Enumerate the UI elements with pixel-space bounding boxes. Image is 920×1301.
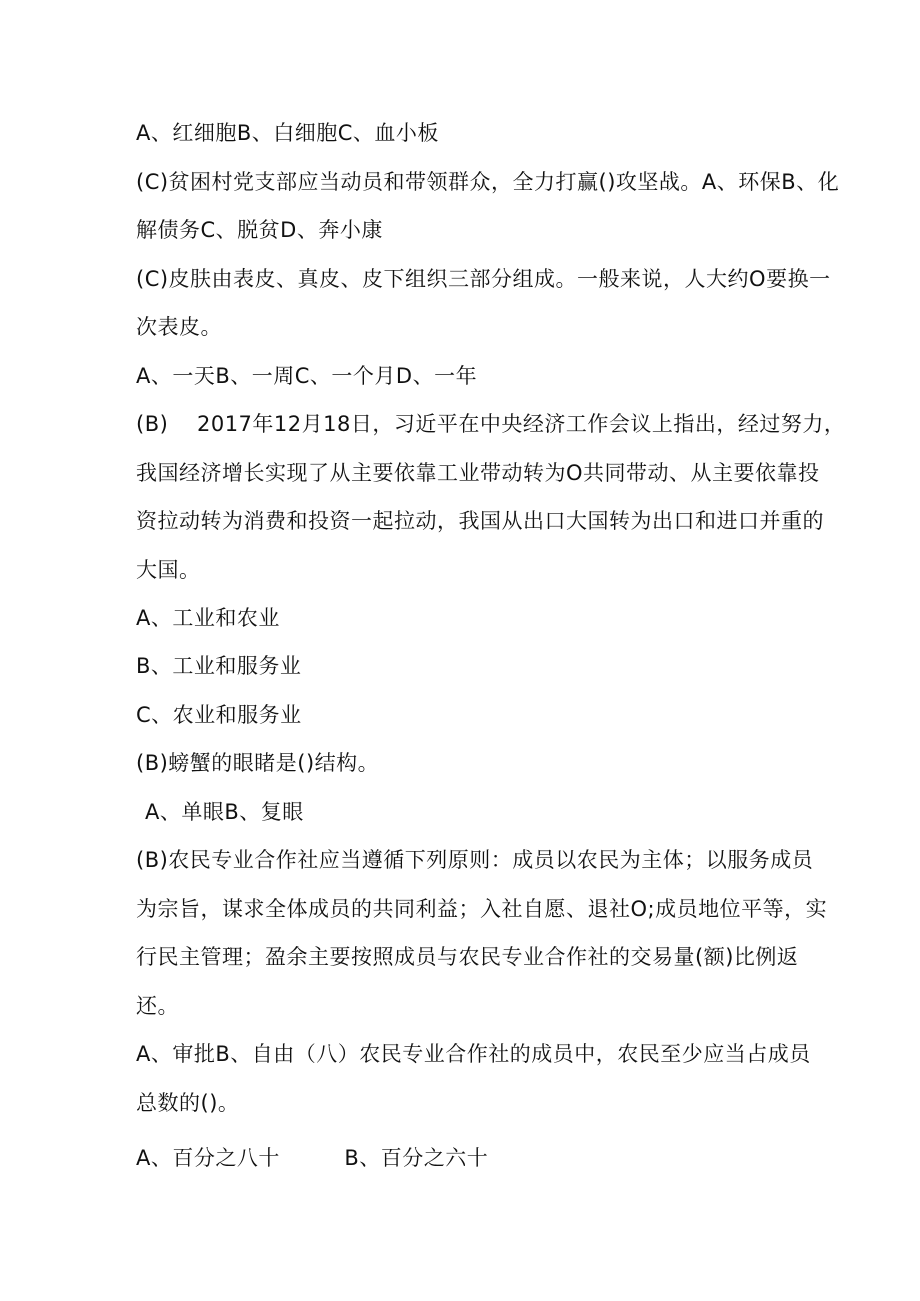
text-line: (C)皮肤由表皮、真皮、皮下组织三部分组成。一般来说，人大约O要换一 — [136, 267, 831, 291]
text-line: 为宗旨，谋求全体成员的共同利益；入社自愿、退社O;成员地位平等，实 — [136, 897, 828, 921]
text-line: (C)贫困村党支部应当动员和带领群众，全力打赢()攻坚战。A、环保B、化 — [136, 170, 840, 194]
text-line: A、百分之八十 B、百分之六十 — [136, 1146, 489, 1170]
text-line: B、工业和服务业 — [136, 654, 302, 678]
text-line: 次表皮。 — [136, 315, 222, 339]
text-line: A、一天B、一周C、一个月D、一年 — [136, 364, 478, 388]
text-line: A、单眼B、复眼 — [145, 800, 304, 824]
text-line: 大国。 — [136, 558, 201, 582]
text-line: (B) 2017年12月18日，习近平在中央经济工作会议上指出，经过努力， — [136, 412, 846, 436]
text-line: 我国经济增长实现了从主要依靠工业带动转为O共同带动、从主要依靠投 — [136, 461, 820, 485]
text-line: A、审批B、自由（八）农民专业合作社的成员中，农民至少应当占成员 — [136, 1042, 811, 1066]
text-line: 解债务C、脱贫D、奔小康 — [136, 218, 383, 242]
text-line: A、红细胞B、白细胞C、血小板 — [136, 121, 439, 145]
text-line: 总数的()。 — [136, 1091, 240, 1115]
text-line: 资拉动转为消费和投资一起拉动，我国从出口大国转为出口和进口并重的 — [136, 509, 824, 533]
text-line: C、农业和服务业 — [136, 703, 302, 727]
text-line: 行民主管理；盈余主要按照成员与农民专业合作社的交易量(额)比例返 — [136, 945, 799, 969]
text-line: A、工业和农业 — [136, 606, 280, 630]
text-line: 还。 — [136, 994, 179, 1018]
text-line: (B)农民专业合作社应当遵循下列原则：成员以农民为主体；以服务成员 — [136, 848, 814, 872]
text-line: (B)螃蟹的眼睹是()结构。 — [136, 751, 380, 775]
